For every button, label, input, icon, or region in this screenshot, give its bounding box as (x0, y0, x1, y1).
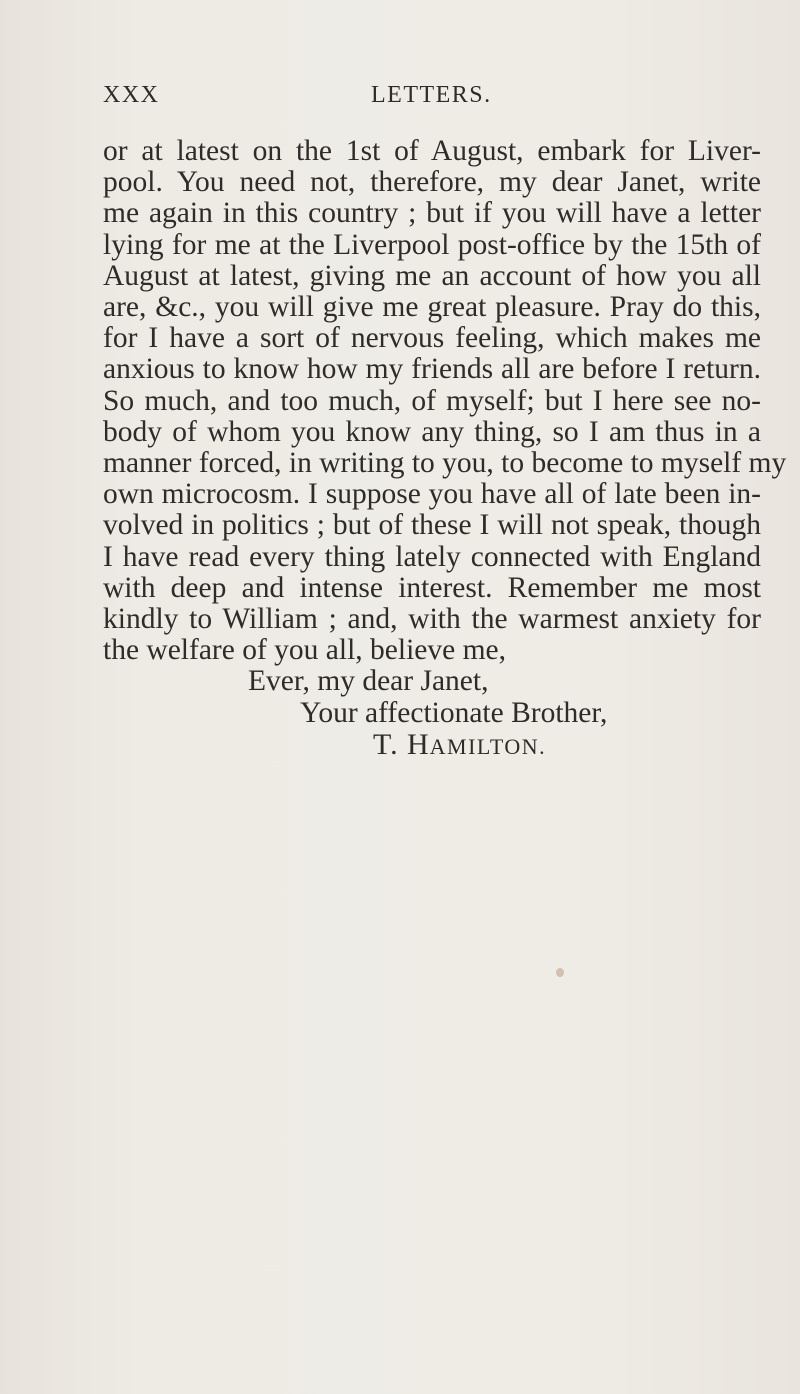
signature-surname: AMILTON. (429, 733, 547, 759)
body-line: for I have a sort of nervous feeling, which makes me (103, 322, 761, 355)
body-line: anxious to know how my friends all are before I return. (103, 353, 761, 386)
page-number: XXX (103, 82, 160, 108)
body-line: So much, and too much, of myself; but I here see no- (103, 384, 761, 417)
body-line: the welfare of you all, believe me, (103, 634, 506, 667)
signature (103, 729, 761, 762)
body-line: manner forced, in writing to you, to become to myself my (103, 447, 787, 480)
body-line: August at latest, giving me an account of how you all (103, 259, 761, 292)
body-line: body of whom you know any thing, so I am thus in a (103, 415, 761, 448)
valediction: Your affectionate Brother, (300, 696, 608, 729)
body-line: lying for me at the Liverpool post-office by the 15th of (103, 228, 761, 261)
body-line: or at latest on the 1st of August, embark for Liver- (103, 135, 761, 167)
body-line: me again in this country ; but if you will have a letter (103, 197, 761, 230)
salutation: Ever, my dear Janet, (248, 665, 489, 698)
signature-initial: T. (373, 727, 399, 761)
body-line: volved in politics ; but of these I will not speak, though (103, 509, 761, 542)
body-line: with deep and intense interest. Remember me most (103, 571, 761, 604)
running-head (103, 82, 703, 122)
body-line: own microcosm. I suppose you have all of late been in- (103, 478, 761, 511)
ink-spot (556, 968, 564, 977)
body-line: I have read every thing lately connected with England (103, 540, 761, 573)
body-line: pool. You need not, therefore, my dear Janet, write (103, 166, 761, 199)
body-line: are, &c., you will give me great pleasure. Pray do this, (103, 291, 761, 324)
letter-body (103, 135, 787, 762)
signature-first-letter: H (406, 727, 430, 761)
running-title: LETTERS. (371, 82, 492, 108)
body-line: kindly to William ; and, with the warmest anxiety for (103, 603, 761, 636)
